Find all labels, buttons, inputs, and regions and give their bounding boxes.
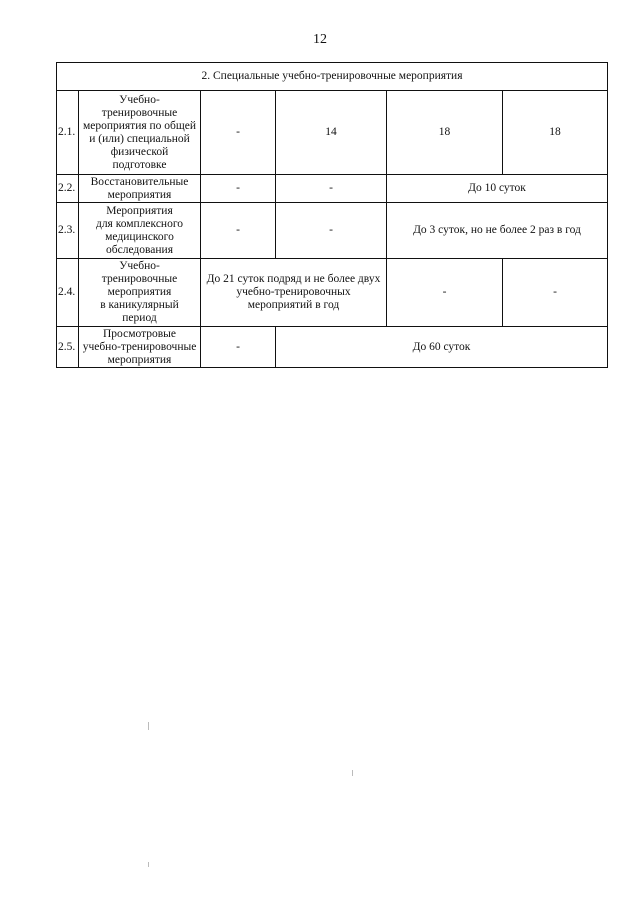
value-cell: - — [201, 203, 276, 259]
row-number: 2.2. — [57, 175, 79, 203]
row-number: 2.4. — [57, 259, 79, 327]
row-name: Мероприятия для комплексного медицинского обследования — [79, 203, 201, 259]
value-cell: 18 — [503, 91, 607, 175]
page-number: 12 — [313, 32, 327, 47]
value-cell: - — [201, 91, 276, 175]
row-name: Учебно- тренировочные мероприятия в каникулярный период — [79, 259, 201, 327]
row-name: Восстановительные мероприятия — [79, 175, 201, 203]
value-cell: 14 — [276, 91, 387, 175]
scan-speck — [148, 862, 149, 867]
row-name: Учебно- тренировочные мероприятия по общей и (или) специальной физической подготовке — [79, 91, 201, 175]
row-name: Просмотровые учебно-тренировочные мероприятия — [79, 327, 201, 367]
merged-value-cell: До 3 суток, но не более 2 раз в год — [387, 203, 607, 259]
row-number: 2.5. — [57, 327, 79, 367]
value-cell: 18 — [387, 91, 503, 175]
scan-speck — [148, 722, 149, 730]
value-cell: - — [276, 175, 387, 203]
merged-value-cell: До 60 суток — [412, 340, 471, 353]
value-cell: - — [201, 175, 276, 203]
value-cell: - — [276, 203, 387, 259]
training-events-table — [56, 62, 608, 368]
value-cell: - — [503, 259, 607, 327]
row-number: 2.3. — [57, 203, 79, 259]
value-cell: - — [387, 259, 503, 327]
value-cell: - — [201, 327, 276, 367]
merged-value-cell: До 21 суток подряд и не более двух учебно-тренировочных мероприятий в год — [201, 259, 387, 327]
row-number: 2.1. — [57, 91, 79, 175]
scan-speck — [352, 770, 353, 776]
merged-value-cell: До 10 суток — [387, 175, 607, 203]
section-header: 2. Специальные учебно-тренировочные мероприятия — [57, 63, 607, 91]
